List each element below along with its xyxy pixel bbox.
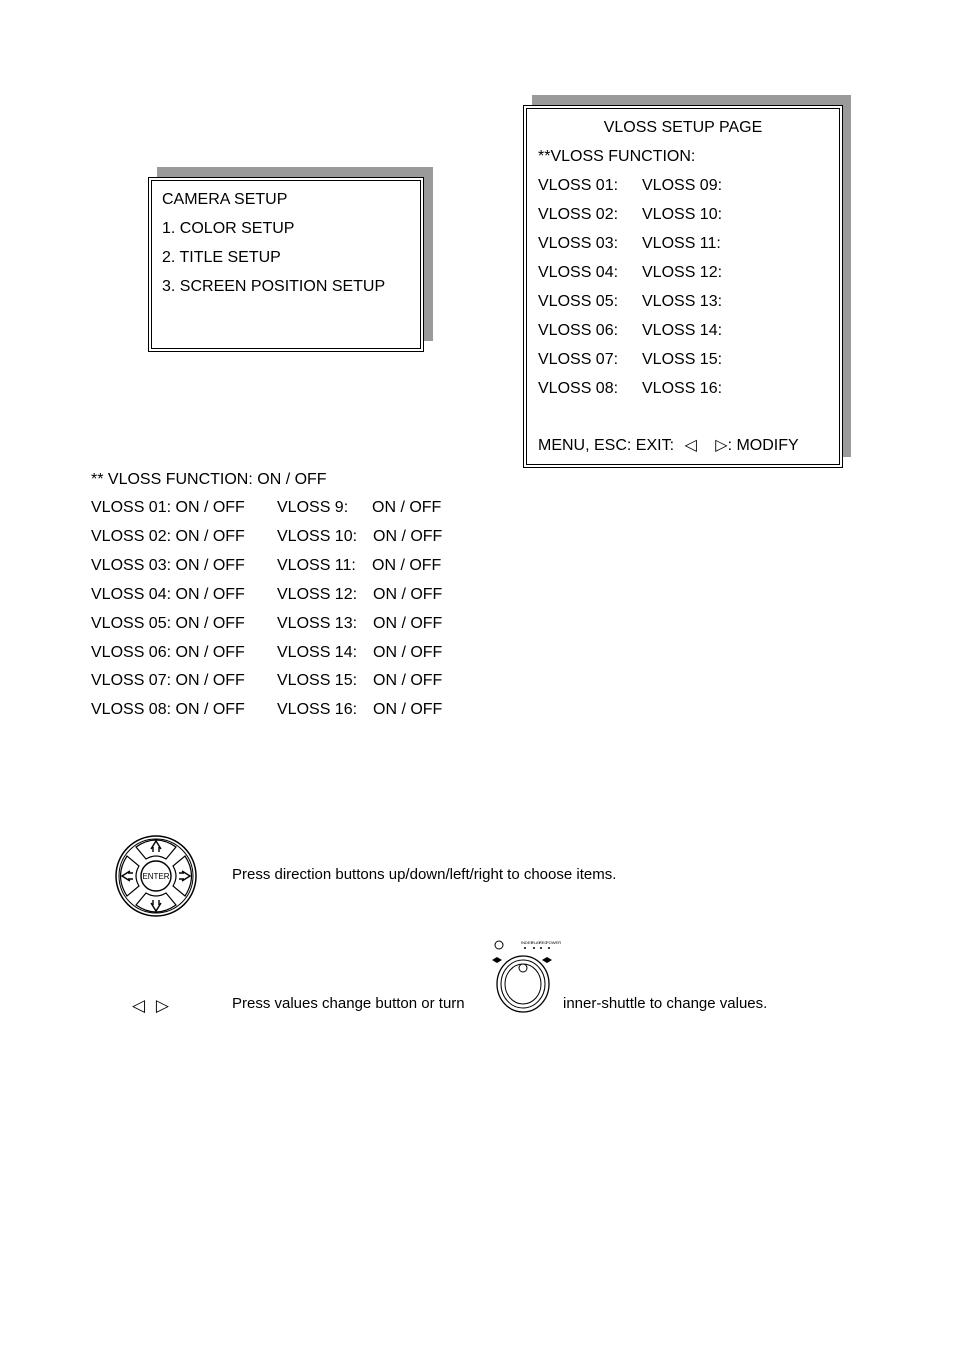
vloss-page-channel-label[interactable]: VLOSS 03: [538, 235, 619, 252]
shuttle-dial-icon [488, 936, 562, 1014]
right-arrow-icon: ▷ [715, 435, 728, 454]
left-arrow-icon: ◁ [684, 435, 697, 454]
vloss-desc-right-value: ON / OFF [373, 614, 443, 632]
vloss-desc-right-value: ON / OFF [373, 643, 443, 661]
vloss-desc-right-value: ON / OFF [372, 499, 442, 516]
vloss-desc-left-item: VLOSS 08: ON / OFF [91, 701, 245, 719]
vloss-page-title: VLOSS SETUP PAGE [603, 119, 763, 136]
vloss-page-channel-label[interactable]: VLOSS 12: [642, 264, 723, 281]
vloss-page-channel-label[interactable]: VLOSS 14: [642, 322, 723, 339]
vloss-desc-left-item: VLOSS 07: ON / OFF [91, 672, 245, 690]
vloss-desc-left-item: VLOSS 03: ON / OFF [91, 556, 245, 574]
camera-setup-menu [148, 177, 424, 352]
vloss-desc-right-label: VLOSS 9: [277, 499, 349, 516]
direction-instruction: Press direction buttons up/down/left/right to choose items. [232, 866, 617, 883]
shuttle-label-index: INDEX [521, 940, 534, 945]
vloss-page-channel-label[interactable]: VLOSS 07: [538, 351, 619, 368]
vloss-desc-right-value: ON / OFF [373, 672, 443, 690]
vloss-desc-left-item: VLOSS 01: ON / OFF [91, 499, 245, 516]
camera-setup-title: CAMERA SETUP [162, 191, 288, 208]
vloss-desc-right-label: VLOSS 16: [277, 701, 358, 719]
vloss-desc-right-value: ON / OFF [373, 701, 443, 719]
dpad-enter-label: ENTER [142, 872, 170, 881]
menu-item-color-setup[interactable]: 1. COLOR SETUP [162, 220, 295, 237]
shuttle-label-play: PLAY [531, 940, 541, 945]
vloss-desc-right-label: VLOSS 14: [277, 643, 358, 661]
shuttle-label-power: POWER [546, 940, 562, 945]
vloss-page-channel-label[interactable]: VLOSS 08: [538, 380, 619, 397]
vloss-setup-page [523, 105, 843, 468]
values-instruction-part2: inner-shuttle to change values. [563, 995, 768, 1012]
vloss-desc-left-item: VLOSS 05: ON / OFF [91, 614, 245, 632]
vloss-page-channel-label[interactable]: VLOSS 09: [642, 177, 723, 194]
vloss-page-channel-label[interactable]: VLOSS 11: [642, 235, 721, 252]
vloss-page-footer [538, 435, 799, 456]
vloss-desc-right-label: VLOSS 11: [277, 556, 356, 574]
vloss-desc-right-label: VLOSS 10: [277, 527, 358, 545]
vloss-page-channel-label[interactable]: VLOSS 01: [538, 177, 619, 194]
footer-modify-text: : MODIFY [727, 437, 799, 454]
vloss-desc-left-item: VLOSS 06: ON / OFF [91, 643, 245, 661]
vloss-function-label: **VLOSS FUNCTION: [538, 148, 696, 165]
footer-exit-text: MENU, ESC: EXIT: [538, 437, 675, 454]
values-instruction-part1: Press values change button or turn [232, 995, 465, 1012]
vloss-page-channel-label[interactable]: VLOSS 02: [538, 206, 619, 223]
vloss-page-channel-label[interactable]: VLOSS 06: [538, 322, 619, 339]
vloss-page-channel-label[interactable]: VLOSS 10: [642, 206, 723, 223]
vloss-desc-right-value: ON / OFF [373, 585, 443, 603]
vloss-page-channel-label[interactable]: VLOSS 13: [642, 293, 723, 310]
vloss-page-channel-label[interactable]: VLOSS 15: [642, 351, 723, 368]
vloss-desc-heading: ** VLOSS FUNCTION: ON / OFF [91, 471, 327, 488]
vloss-desc-left-item: VLOSS 04: ON / OFF [91, 585, 245, 603]
vloss-page-channel-label[interactable]: VLOSS 05: [538, 293, 619, 310]
vloss-page-channel-label[interactable]: VLOSS 16: [642, 380, 723, 397]
value-arrows-icon: ◁ ▷ [132, 996, 169, 1016]
vloss-desc-right-label: VLOSS 13: [277, 614, 358, 632]
vloss-desc-right-label: VLOSS 15: [277, 672, 358, 690]
menu-item-title-setup[interactable]: 2. TITLE SETUP [162, 249, 281, 266]
shuttle-label-rec: REC [539, 940, 548, 945]
vloss-desc-right-value: ON / OFF [372, 556, 442, 574]
vloss-page-channel-label[interactable]: VLOSS 04: [538, 264, 619, 281]
dpad-icon [114, 833, 198, 919]
vloss-desc-left-item: VLOSS 02: ON / OFF [91, 527, 245, 545]
vloss-desc-right-value: ON / OFF [373, 527, 443, 545]
vloss-desc-right-label: VLOSS 12: [277, 585, 358, 603]
menu-item-screen-position-setup[interactable]: 3. SCREEN POSITION SETUP [162, 278, 386, 295]
